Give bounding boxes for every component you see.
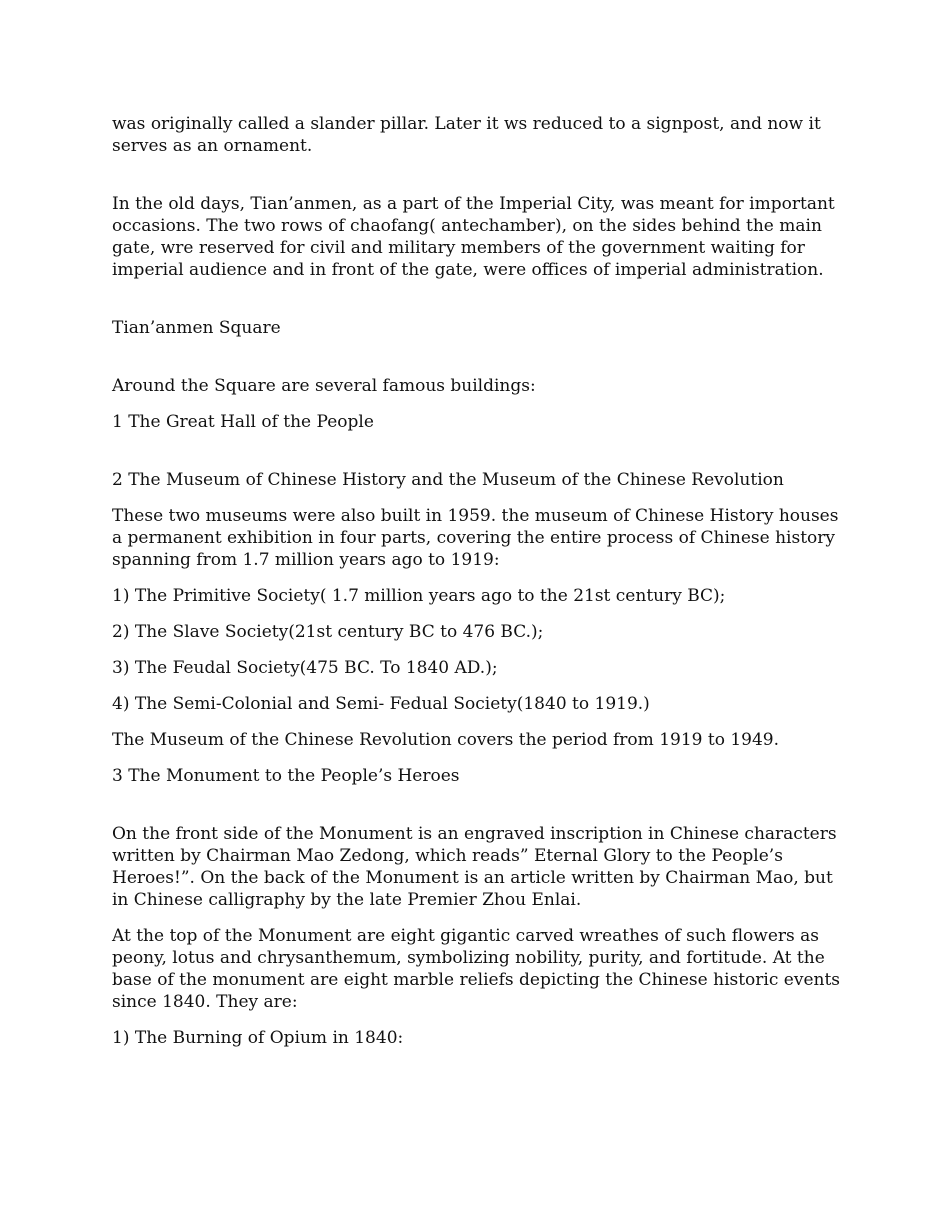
list-item: 4) The Semi-Colonial and Semi- Fedual Society(1840 to 1919.): [112, 694, 650, 714]
empty-paragraph: [112, 171, 842, 193]
list-item: 1 The Great Hall of the People: [112, 412, 374, 432]
document-body: [112, 113, 842, 1063]
paragraph: These two museums were also built in 1959. the museum of Chinese History houses a permanent exhibition in four parts, covering the entire process of Chinese history spanning from 1.7 million years ago to 1919:: [112, 506, 839, 570]
list-item: 2 The Museum of Chinese History and the Museum of the Chinese Revolution: [112, 470, 784, 490]
paragraph: The Museum of the Chinese Revolution covers the period from 1919 to 1949.: [112, 730, 780, 750]
list-item: 1) The Primitive Society( 1.7 million years ago to the 21st century BC);: [112, 586, 726, 606]
paragraph: In the old days, Tian’anmen, as a part of the Imperial City, was meant for important occasions. The two rows of chaofang( antechamber), on the sides behind the main gate, wre reserved for civil and military members of the government waiting for imperial audience and in front of the gate, were offices of imperial administration.: [112, 194, 835, 280]
list-item: 3) The Feudal Society(475 BC. To 1840 AD.);: [112, 658, 498, 678]
paragraph: On the front side of the Monument is an engraved inscription in Chinese characters written by Chairman Mao Zedong, which reads” Eternal Glory to the People’s Heroes!”. On the back of the Monument is an article written by Chairman Mao, but in Chinese calligraphy by the late Premier Zhou Enlai.: [112, 824, 837, 910]
empty-paragraph: [112, 353, 842, 375]
list-item: 2) The Slave Society(21st century BC to 476 BC.);: [112, 622, 544, 642]
paragraph: was originally called a slander pillar. Later it ws reduced to a signpost, and now it serves as an ornament.: [112, 114, 821, 156]
empty-paragraph: [112, 447, 842, 469]
list-item: 3 The Monument to the People’s Heroes: [112, 766, 460, 786]
paragraph: Around the Square are several famous buildings:: [112, 376, 536, 396]
list-item: 1) The Burning of Opium in 1840:: [112, 1028, 404, 1048]
paragraph: At the top of the Monument are eight gigantic carved wreathes of such flowers as peony, lotus and chrysanthemum, symbolizing nobility, purity, and fortitude. At the base of the monument are eight marble reliefs depicting the Chinese historic events since 1840. They are:: [112, 926, 841, 1012]
empty-paragraph: [112, 801, 842, 823]
section-heading: Tian’anmen Square: [112, 318, 281, 338]
empty-paragraph: [112, 295, 842, 317]
